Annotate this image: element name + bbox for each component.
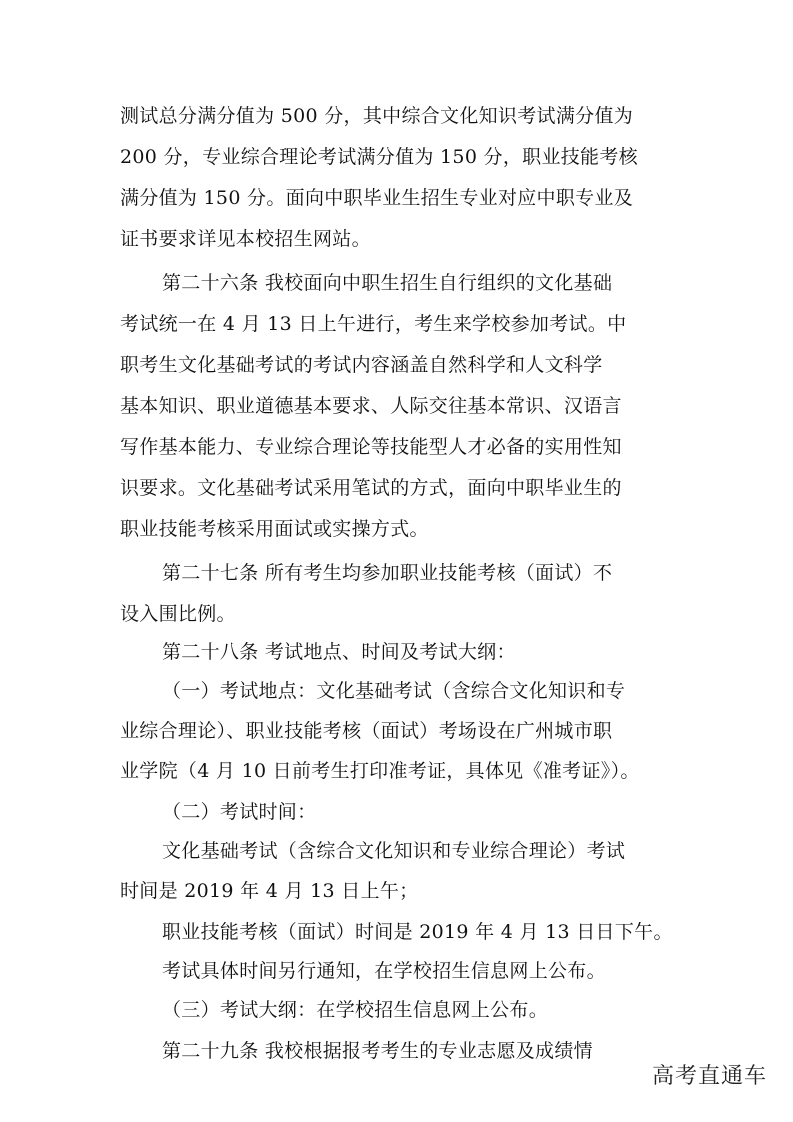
text-line: 识要求。文化基础考试采用笔试的方式，面向中职毕业生的 [120,477,622,499]
text-line: 业学院（4 月 10 日前考生打印准考证，具体见《准考证》）。 [120,760,640,782]
text-line: 第二十九条 我校根据报考考生的专业志愿及成绩情 [162,1040,593,1062]
text-line: 时间是 2019 年 4 月 13 日上午； [120,880,419,902]
text-line: 测试总分满分值为 500 分，其中综合文化知识考试满分值为 [120,105,634,127]
text-line: 设入围比例。 [120,603,236,625]
text-line: 职考生文化基础考试的考试内容涵盖自然科学和人文科学 [120,354,603,376]
text-line: 第二十六条 我校面向中职生招生自行组织的文化基础 [162,272,613,294]
text-line: 业综合理论）、职业技能考核（面试）考场设在广州城市职 [120,720,613,742]
text-line: （一）考试地点：文化基础考试（含综合文化知识和专 [162,680,626,702]
text-line: 职业技能考核（面试）时间是 2019 年 4 月 13 日日下午。 [162,921,673,943]
text-line: （二）考试时间： [162,801,317,823]
watermark-logo-text: 高考直通车 [651,1064,767,1089]
text-line: 200 分，专业综合理论考试满分值为 150 分，职业技能考核 [120,146,638,168]
text-line: 第二十七条 所有考生均参加职业技能考核（面试）不 [162,562,613,584]
text-line: 职业技能考核采用面试或实操方式。 [120,518,429,540]
text-line: 考试具体时间另行通知，在学校招生信息网上公布。 [162,960,606,982]
text-line: 基本知识、职业道德基本要求、人际交往基本常识、汉语言 [120,395,622,417]
text-line: （三）考试大纲：在学校招生信息网上公布。 [162,999,549,1021]
text-line: 考试统一在 4 月 13 日上午进行，考生来学校参加考试。中 [120,313,627,335]
text-line: 第二十八条 考试地点、时间及考试大纲： [162,641,516,663]
text-line: 证书要求详见本校招生网站。 [120,228,371,250]
text-line: 写作基本能力、专业综合理论等技能型人才必备的实用性知 [120,436,622,458]
text-line: 文化基础考试（含综合文化知识和专业综合理论）考试 [162,840,626,862]
text-line: 满分值为 150 分。面向中职毕业生招生专业对应中职专业及 [120,187,634,209]
